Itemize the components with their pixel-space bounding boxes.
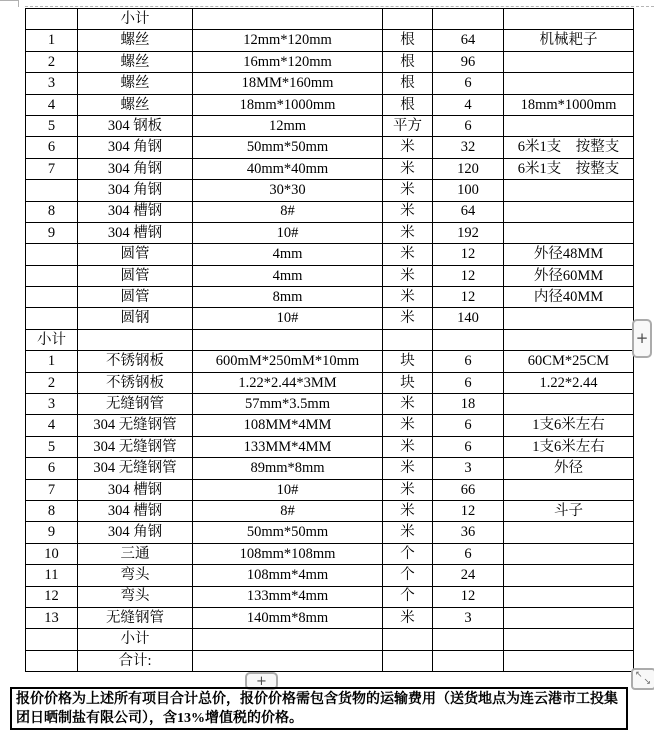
cell-unit[interactable]: 块: [383, 372, 433, 393]
cell-remark[interactable]: [504, 629, 634, 650]
cell-qty[interactable]: 140: [433, 308, 504, 329]
cell-unit[interactable]: 根: [383, 51, 433, 72]
cell-remark[interactable]: [504, 9, 634, 30]
cell-remark[interactable]: [504, 308, 634, 329]
cell-qty[interactable]: [433, 329, 504, 350]
cell-spec[interactable]: 8mm: [193, 287, 383, 308]
cell-unit[interactable]: [383, 629, 433, 650]
cell-unit[interactable]: 根: [383, 30, 433, 51]
table-row: [26, 180, 634, 201]
plus-icon: +: [256, 673, 267, 689]
table-row: [26, 158, 634, 179]
arrow-southeast-icon: ↘: [643, 677, 651, 687]
cell-unit[interactable]: 米: [383, 158, 433, 179]
cell-qty[interactable]: 6: [433, 372, 504, 393]
cell-name[interactable]: 圆管: [78, 265, 193, 286]
cell-unit[interactable]: 米: [383, 522, 433, 543]
quotation-note[interactable]: [10, 687, 628, 730]
cell-name[interactable]: 合计:: [78, 650, 193, 671]
cell-qty[interactable]: 12: [433, 586, 504, 607]
cell-num[interactable]: [26, 9, 78, 30]
table-row: [26, 586, 634, 607]
cell-name[interactable]: 弯头: [78, 586, 193, 607]
cell-spec[interactable]: 8#: [193, 201, 383, 222]
cell-remark[interactable]: 外径48MM: [504, 244, 634, 265]
table-row: [26, 458, 634, 479]
cell-name[interactable]: 螺丝: [78, 94, 193, 115]
cell-unit[interactable]: 根: [383, 94, 433, 115]
cell-num[interactable]: 6: [26, 137, 78, 158]
cell-unit[interactable]: 根: [383, 73, 433, 94]
cell-remark[interactable]: 6米1支 按整支: [504, 158, 634, 179]
cell-qty[interactable]: 32: [433, 137, 504, 158]
cell-qty[interactable]: 100: [433, 180, 504, 201]
cell-num[interactable]: 7: [26, 479, 78, 500]
cell-unit[interactable]: 米: [383, 265, 433, 286]
cell-name[interactable]: 圆管: [78, 287, 193, 308]
cell-num[interactable]: 3: [26, 73, 78, 94]
cell-spec[interactable]: 18mm*1000mm: [193, 94, 383, 115]
cell-spec[interactable]: 30*30: [193, 180, 383, 201]
table-row: [26, 265, 634, 286]
cell-unit[interactable]: 米: [383, 436, 433, 457]
cell-num[interactable]: 8: [26, 201, 78, 222]
table-row: [26, 436, 634, 457]
cell-remark[interactable]: [504, 180, 634, 201]
cell-qty[interactable]: 12: [433, 265, 504, 286]
cell-remark[interactable]: 内径40MM: [504, 287, 634, 308]
text-boundary-dashed-line: [25, 6, 654, 7]
cell-name[interactable]: 304 无缝钢管: [78, 458, 193, 479]
cell-unit[interactable]: 米: [383, 222, 433, 243]
cell-num[interactable]: 11: [26, 565, 78, 586]
cell-qty[interactable]: 192: [433, 222, 504, 243]
cell-spec[interactable]: [193, 9, 383, 30]
cell-remark[interactable]: 1支6米左右: [504, 436, 634, 457]
cell-qty[interactable]: 12: [433, 244, 504, 265]
cell-remark[interactable]: 斗子: [504, 500, 634, 521]
cell-spec[interactable]: 57mm*3.5mm: [193, 394, 383, 415]
cell-name[interactable]: 圆管: [78, 244, 193, 265]
table-row: [26, 607, 634, 628]
table-row: [26, 287, 634, 308]
cell-num[interactable]: [26, 287, 78, 308]
cell-name[interactable]: 304 槽钢: [78, 479, 193, 500]
table-row: [26, 372, 634, 393]
cell-unit[interactable]: 块: [383, 351, 433, 372]
table-row: [26, 73, 634, 94]
table-row: [26, 244, 634, 265]
cell-name[interactable]: 螺丝: [78, 73, 193, 94]
cell-name[interactable]: 304 槽钢: [78, 500, 193, 521]
cell-name[interactable]: 304 钢板: [78, 115, 193, 136]
cell-unit[interactable]: 个: [383, 543, 433, 564]
cell-spec[interactable]: 133mm*4mm: [193, 586, 383, 607]
cell-unit[interactable]: 米: [383, 137, 433, 158]
cell-name[interactable]: 无缝钢管: [78, 394, 193, 415]
cell-remark[interactable]: [504, 51, 634, 72]
table-row: [26, 522, 634, 543]
cell-num[interactable]: 4: [26, 415, 78, 436]
cell-unit[interactable]: 米: [383, 308, 433, 329]
cell-name[interactable]: 三通: [78, 543, 193, 564]
cell-spec[interactable]: 16mm*120mm: [193, 51, 383, 72]
text-boundary-corner: [0, 0, 19, 7]
cell-spec[interactable]: 108mm*108mm: [193, 543, 383, 564]
cell-remark[interactable]: [504, 650, 634, 671]
cell-unit[interactable]: 平方: [383, 115, 433, 136]
cell-remark[interactable]: [504, 394, 634, 415]
cell-remark[interactable]: 1.22*2.44: [504, 372, 634, 393]
cell-spec[interactable]: [193, 629, 383, 650]
cell-qty[interactable]: 120: [433, 158, 504, 179]
cell-name[interactable]: 圆钢: [78, 308, 193, 329]
cell-name[interactable]: 弯头: [78, 565, 193, 586]
table-row: [26, 500, 634, 521]
cell-num[interactable]: 3: [26, 394, 78, 415]
cell-spec[interactable]: 108MM*4MM: [193, 415, 383, 436]
cell-qty[interactable]: 96: [433, 51, 504, 72]
cell-unit[interactable]: 米: [383, 415, 433, 436]
cell-spec[interactable]: 108mm*4mm: [193, 565, 383, 586]
cell-num[interactable]: 4: [26, 94, 78, 115]
cell-name[interactable]: 304 角钢: [78, 522, 193, 543]
table-resize-handle[interactable]: [631, 668, 654, 690]
table-row: [26, 650, 634, 671]
cell-num[interactable]: [26, 265, 78, 286]
cell-remark[interactable]: 6米1支 按整支: [504, 137, 634, 158]
cell-spec[interactable]: 140mm*8mm: [193, 607, 383, 628]
cell-qty[interactable]: [433, 629, 504, 650]
cell-name[interactable]: [78, 329, 193, 350]
cell-num[interactable]: 5: [26, 115, 78, 136]
table-row: [26, 94, 634, 115]
cell-num[interactable]: 1: [26, 30, 78, 51]
cell-remark[interactable]: [504, 73, 634, 94]
cell-spec[interactable]: 600mM*250mM*10mm: [193, 351, 383, 372]
cell-qty[interactable]: 24: [433, 565, 504, 586]
table-row: [26, 201, 634, 222]
cell-num[interactable]: 8: [26, 500, 78, 521]
cell-remark[interactable]: [504, 222, 634, 243]
cell-unit[interactable]: 米: [383, 201, 433, 222]
cell-qty[interactable]: 64: [433, 201, 504, 222]
cell-name[interactable]: 无缝钢管: [78, 607, 193, 628]
cell-num[interactable]: [26, 180, 78, 201]
cell-spec[interactable]: 4mm: [193, 265, 383, 286]
table-row: [26, 479, 634, 500]
cell-name[interactable]: 304 无缝钢管: [78, 436, 193, 457]
cell-remark[interactable]: [504, 329, 634, 350]
cell-name[interactable]: 不锈钢板: [78, 372, 193, 393]
cell-qty[interactable]: 64: [433, 30, 504, 51]
cell-unit[interactable]: [383, 9, 433, 30]
cell-qty[interactable]: 12: [433, 287, 504, 308]
cell-spec[interactable]: 4mm: [193, 244, 383, 265]
table-row: [26, 394, 634, 415]
table-row: [26, 30, 634, 51]
cell-num[interactable]: 12: [26, 586, 78, 607]
cell-unit[interactable]: 米: [383, 607, 433, 628]
cell-num[interactable]: 2: [26, 372, 78, 393]
cell-num[interactable]: 5: [26, 436, 78, 457]
cell-num[interactable]: 9: [26, 222, 78, 243]
cell-qty[interactable]: 6: [433, 73, 504, 94]
cell-name[interactable]: 304 角钢: [78, 180, 193, 201]
cell-name[interactable]: 304 槽钢: [78, 222, 193, 243]
cell-qty[interactable]: 6: [433, 415, 504, 436]
cell-num[interactable]: 小计: [26, 329, 78, 350]
cell-name[interactable]: 304 无缝钢管: [78, 415, 193, 436]
table-row: [26, 308, 634, 329]
cell-unit[interactable]: [383, 650, 433, 671]
cell-qty[interactable]: 4: [433, 94, 504, 115]
cell-unit[interactable]: 米: [383, 394, 433, 415]
cell-spec[interactable]: 10#: [193, 308, 383, 329]
cell-remark[interactable]: 1支6米左右: [504, 415, 634, 436]
table-row: [26, 565, 634, 586]
cell-qty[interactable]: [433, 9, 504, 30]
cell-num[interactable]: [26, 308, 78, 329]
cell-qty[interactable]: 6: [433, 115, 504, 136]
cell-remark[interactable]: [504, 565, 634, 586]
cell-spec[interactable]: 1.22*2.44*3MM: [193, 372, 383, 393]
cell-num[interactable]: 1: [26, 351, 78, 372]
cell-qty[interactable]: 3: [433, 607, 504, 628]
table-row: [26, 51, 634, 72]
cell-num[interactable]: [26, 629, 78, 650]
cell-unit[interactable]: 米: [383, 180, 433, 201]
cell-qty[interactable]: 12: [433, 500, 504, 521]
cell-name[interactable]: 小计: [78, 629, 193, 650]
table-row: [26, 115, 634, 136]
cell-unit[interactable]: 米: [383, 287, 433, 308]
cell-num[interactable]: 7: [26, 158, 78, 179]
cell-spec[interactable]: 8#: [193, 500, 383, 521]
cell-unit[interactable]: 米: [383, 244, 433, 265]
cell-unit[interactable]: 个: [383, 586, 433, 607]
cell-name[interactable]: 不锈钢板: [78, 351, 193, 372]
cell-spec[interactable]: 12mm*120mm: [193, 30, 383, 51]
cell-remark[interactable]: [504, 586, 634, 607]
cell-spec[interactable]: 50mm*50mm: [193, 137, 383, 158]
cell-num[interactable]: 2: [26, 51, 78, 72]
cell-qty[interactable]: 6: [433, 436, 504, 457]
cell-name[interactable]: 304 角钢: [78, 137, 193, 158]
cell-unit[interactable]: [383, 329, 433, 350]
table-row: [26, 9, 634, 30]
cell-spec[interactable]: [193, 329, 383, 350]
insert-column-button[interactable]: [632, 319, 652, 358]
cell-remark[interactable]: [504, 479, 634, 500]
cell-spec[interactable]: 89mm*8mm: [193, 458, 383, 479]
cell-unit[interactable]: 米: [383, 500, 433, 521]
cell-name[interactable]: 螺丝: [78, 51, 193, 72]
cell-num[interactable]: 13: [26, 607, 78, 628]
cell-qty[interactable]: 6: [433, 351, 504, 372]
cell-num[interactable]: 10: [26, 543, 78, 564]
table-row: [26, 629, 634, 650]
cell-qty[interactable]: 36: [433, 522, 504, 543]
cell-remark[interactable]: 外径60MM: [504, 265, 634, 286]
cell-name[interactable]: 小计: [78, 9, 193, 30]
table-row: [26, 415, 634, 436]
plus-icon: +: [635, 329, 649, 347]
cell-remark[interactable]: 外径: [504, 458, 634, 479]
table-row: [26, 137, 634, 158]
cell-spec[interactable]: 133MM*4MM: [193, 436, 383, 457]
cell-name[interactable]: 螺丝: [78, 30, 193, 51]
arrow-northwest-icon: ↖: [635, 670, 643, 680]
cell-remark[interactable]: [504, 522, 634, 543]
cell-num[interactable]: [26, 244, 78, 265]
cell-unit[interactable]: 米: [383, 458, 433, 479]
cell-unit[interactable]: 米: [383, 479, 433, 500]
cell-remark[interactable]: 18mm*1000mm: [504, 94, 634, 115]
cell-spec[interactable]: 18MM*160mm: [193, 73, 383, 94]
cell-unit[interactable]: 个: [383, 565, 433, 586]
cell-remark[interactable]: 机械耙子: [504, 30, 634, 51]
cell-name[interactable]: 304 槽钢: [78, 201, 193, 222]
cell-qty[interactable]: 6: [433, 543, 504, 564]
cell-remark[interactable]: [504, 543, 634, 564]
cell-remark[interactable]: [504, 201, 634, 222]
cell-spec[interactable]: 40mm*40mm: [193, 158, 383, 179]
cell-qty[interactable]: 66: [433, 479, 504, 500]
table-row: [26, 351, 634, 372]
cell-name[interactable]: 304 角钢: [78, 158, 193, 179]
cell-remark[interactable]: 60CM*25CM: [504, 351, 634, 372]
quotation-note-text: 报价价格为上述所有项目合计总价，报价价格需包含货物的运输费用（送货地点为连云港市工投集团日晒制盐有限公司），含13%增值税的价格。: [16, 692, 618, 726]
cell-spec[interactable]: 12mm: [193, 115, 383, 136]
cell-num[interactable]: 6: [26, 458, 78, 479]
materials-table: [25, 8, 634, 672]
cell-qty[interactable]: 3: [433, 458, 504, 479]
cell-spec[interactable]: [193, 650, 383, 671]
table-row: [26, 543, 634, 564]
cell-remark[interactable]: [504, 115, 634, 136]
cell-spec[interactable]: 10#: [193, 222, 383, 243]
cell-spec[interactable]: 50mm*50mm: [193, 522, 383, 543]
cell-spec[interactable]: 10#: [193, 479, 383, 500]
cell-qty[interactable]: 18: [433, 394, 504, 415]
cell-remark[interactable]: [504, 607, 634, 628]
cell-qty[interactable]: [433, 650, 504, 671]
cell-num[interactable]: [26, 650, 78, 671]
table-row: [26, 222, 634, 243]
table-row: [26, 329, 634, 350]
cell-num[interactable]: 9: [26, 522, 78, 543]
